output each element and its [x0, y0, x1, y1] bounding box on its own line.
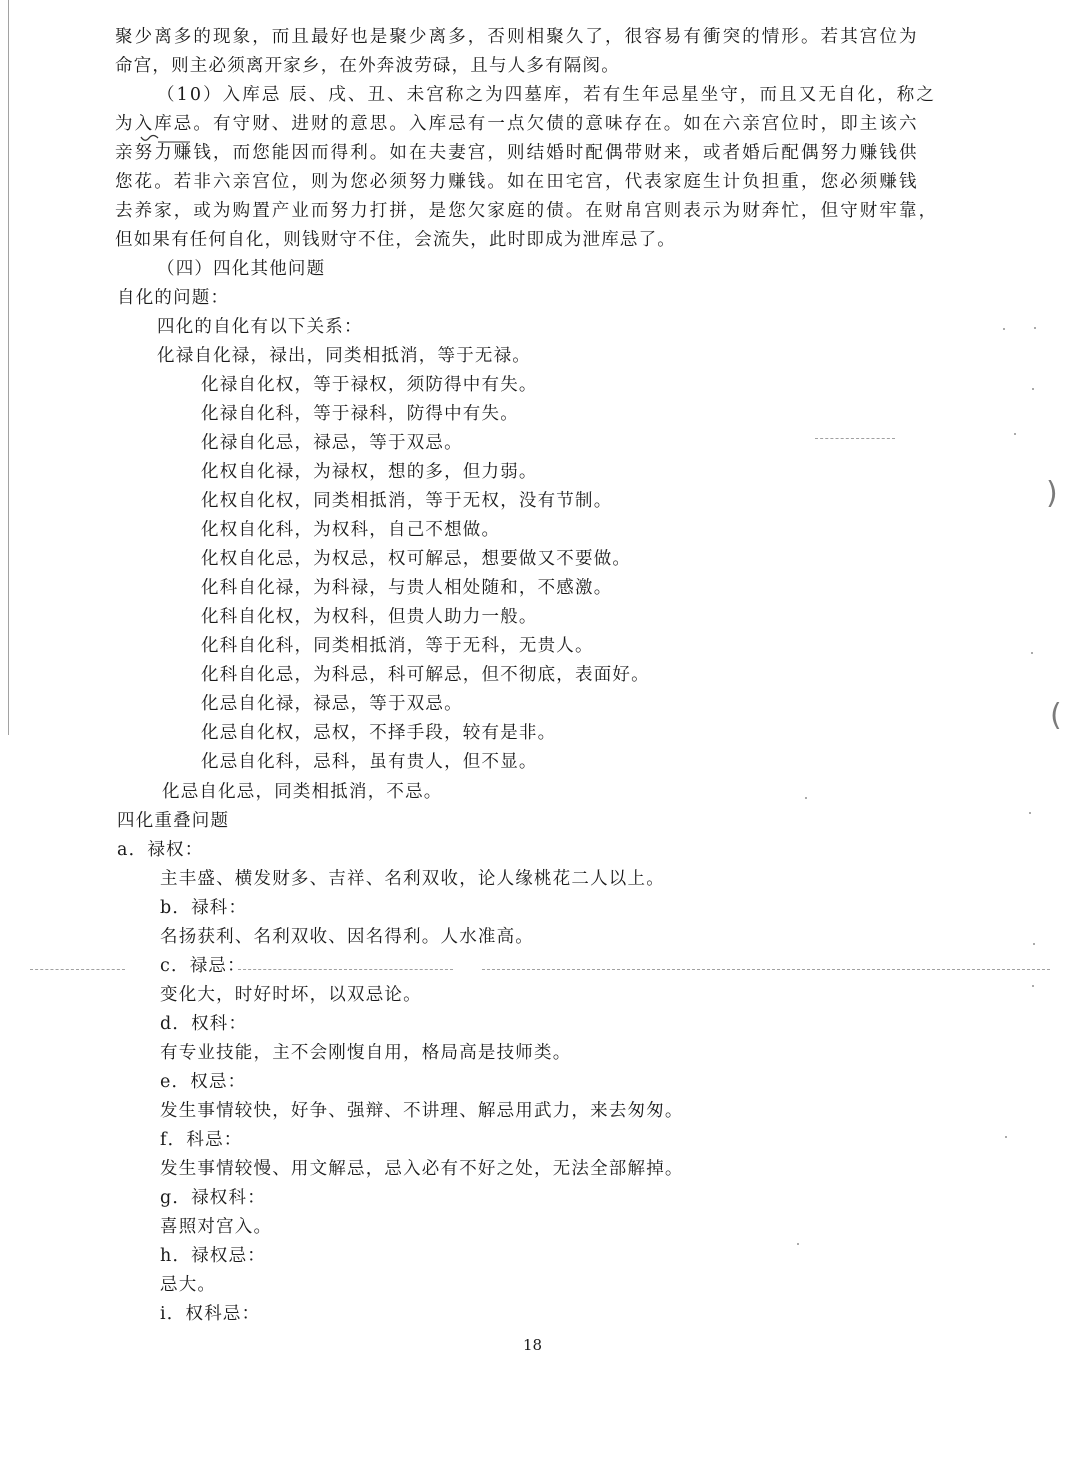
scan-speck [805, 797, 807, 799]
underline-squiggle [140, 134, 192, 144]
page-number: 18 [523, 1336, 543, 1354]
scan-speck [1032, 388, 1034, 390]
rule-line: 化科自化科，同类相抵消，等于无科，无贵人。 [201, 636, 594, 656]
scan-edge-line [8, 0, 9, 735]
list-label: d．权科： [160, 1014, 248, 1034]
scan-mark: ) [1046, 476, 1058, 511]
rule-line: 化禄自化忌，禄忌，等于双忌。 [201, 433, 463, 453]
list-text: 发生事情较慢、用文解忌，忌入必有不好之处，无法全部解掉。 [160, 1159, 684, 1179]
body-line: 命宫，则主必须离开家乡，在外奔波劳碌，且与人多有隔阂。 [115, 56, 620, 76]
body-line: 为入库忌。有守财、进财的意思。入库忌有一点欠债的意味存在。如在六亲宫位时，即主该六 [115, 114, 919, 134]
rule-line: 化权自化科，为权科，自己不想做。 [201, 520, 501, 540]
subheading: 自化的问题： [117, 288, 230, 308]
body-line: 四化的自化有以下关系： [157, 317, 363, 337]
rule-line: 化禄自化权，等于禄权，须防得中有失。 [201, 375, 538, 395]
rule-line: 化权自化忌，为权忌，权可解忌，想要做又不要做。 [201, 549, 632, 569]
body-line: 聚少离多的现象，而且最好也是聚少离多，否则相聚久了，很容易有衝突的情形。若其宫位为 [115, 27, 919, 47]
list-label: e．权忌： [160, 1072, 247, 1092]
section-heading: （四）四化其他问题 [157, 259, 326, 279]
list-label: c．禄忌： [160, 956, 246, 976]
scan-speck [1032, 985, 1034, 987]
body-line: 亲努力赚钱，而您能因而得利。如在夫妻宫，则结婚时配偶带财来，或者婚后配偶努力赚钱供 [115, 143, 919, 163]
body-line: 去养家，或为购置产业而努力打拼，是您欠家庭的债。在财帛宫则表示为财奔忙，但守财牢靠， [115, 201, 939, 221]
scan-dash-line [238, 969, 453, 970]
rule-line: 化禄自化禄，禄出，同类相抵消，等于无禄。 [157, 346, 531, 366]
scan-speck [1014, 433, 1016, 435]
rule-line: 化权自化禄，为禄权，想的多，但力弱。 [201, 462, 538, 482]
list-text: 变化大，时好时坏，以双忌论。 [160, 985, 422, 1005]
rule-line: 化科自化权，为权科，但贵人助力一般。 [201, 607, 538, 627]
scan-dash-line [815, 438, 895, 439]
scan-speck [797, 1243, 799, 1245]
scan-dash-line [30, 969, 125, 970]
list-text: 名扬获利、名利双收、因名得利。人水准高。 [160, 927, 534, 947]
list-label: g．禄权科： [160, 1188, 266, 1208]
list-label: a．禄权： [117, 840, 204, 860]
rule-line: 化禄自化科，等于禄科，防得中有失。 [201, 404, 519, 424]
list-label: h．禄权忌： [160, 1246, 266, 1266]
body-line: （10）入库忌 辰、戌、丑、未宫称之为四墓库，若有生年忌星坐守，而且又无自化，称之 [157, 85, 936, 105]
list-text: 喜照对宫入。 [160, 1217, 273, 1237]
rule-line: 化权自化权，同类相抵消，等于无权，没有节制。 [201, 491, 613, 511]
list-text: 主丰盛、横发财多、吉祥、名利双收，论人缘桃花二人以上。 [160, 869, 665, 889]
body-line: 您花。若非六亲宫位，则为您必须努力赚钱。如在田宅宫，代表家庭生计负担重，您必须赚钱 [115, 172, 919, 192]
scan-dash-line [482, 969, 1050, 970]
scan-speck [1034, 327, 1036, 329]
scan-speck [1033, 943, 1035, 945]
rule-line: 化科自化忌，为科忌，科可解忌，但不彻底，表面好。 [201, 665, 650, 685]
rule-line: 化科自化禄，为科禄，与贵人相处随和，不感激。 [201, 578, 613, 598]
scan-speck [1031, 652, 1033, 654]
scan-speck [1003, 328, 1005, 330]
scan-mark: ( [1050, 698, 1062, 733]
scan-speck [1029, 812, 1031, 814]
rule-line: 化忌自化禄，禄忌，等于双忌。 [201, 694, 463, 714]
list-label: i．权科忌： [160, 1304, 261, 1324]
subheading: 四化重叠问题 [117, 811, 230, 831]
rule-line: 化忌自化权，忌权，不择手段，较有是非。 [201, 723, 557, 743]
list-text: 忌大。 [160, 1275, 217, 1295]
rule-line: 化忌自化科，忌科，虽有贵人，但不显。 [201, 752, 538, 772]
body-line: 但如果有任何自化，则钱财守不住，会流失，此时即成为泄库忌了。 [115, 230, 676, 250]
list-label: f．科忌： [160, 1130, 243, 1150]
rule-line: 化忌自化忌，同类相抵消，不忌。 [162, 782, 443, 802]
list-text: 有专业技能，主不会刚愎自用，格局高是技师类。 [160, 1043, 572, 1063]
scan-speck [1005, 1136, 1007, 1138]
list-text: 发生事情较快，好争、强辩、不讲理、解忌用武力，来去匆匆。 [160, 1101, 684, 1121]
list-label: b．禄科： [160, 898, 248, 918]
